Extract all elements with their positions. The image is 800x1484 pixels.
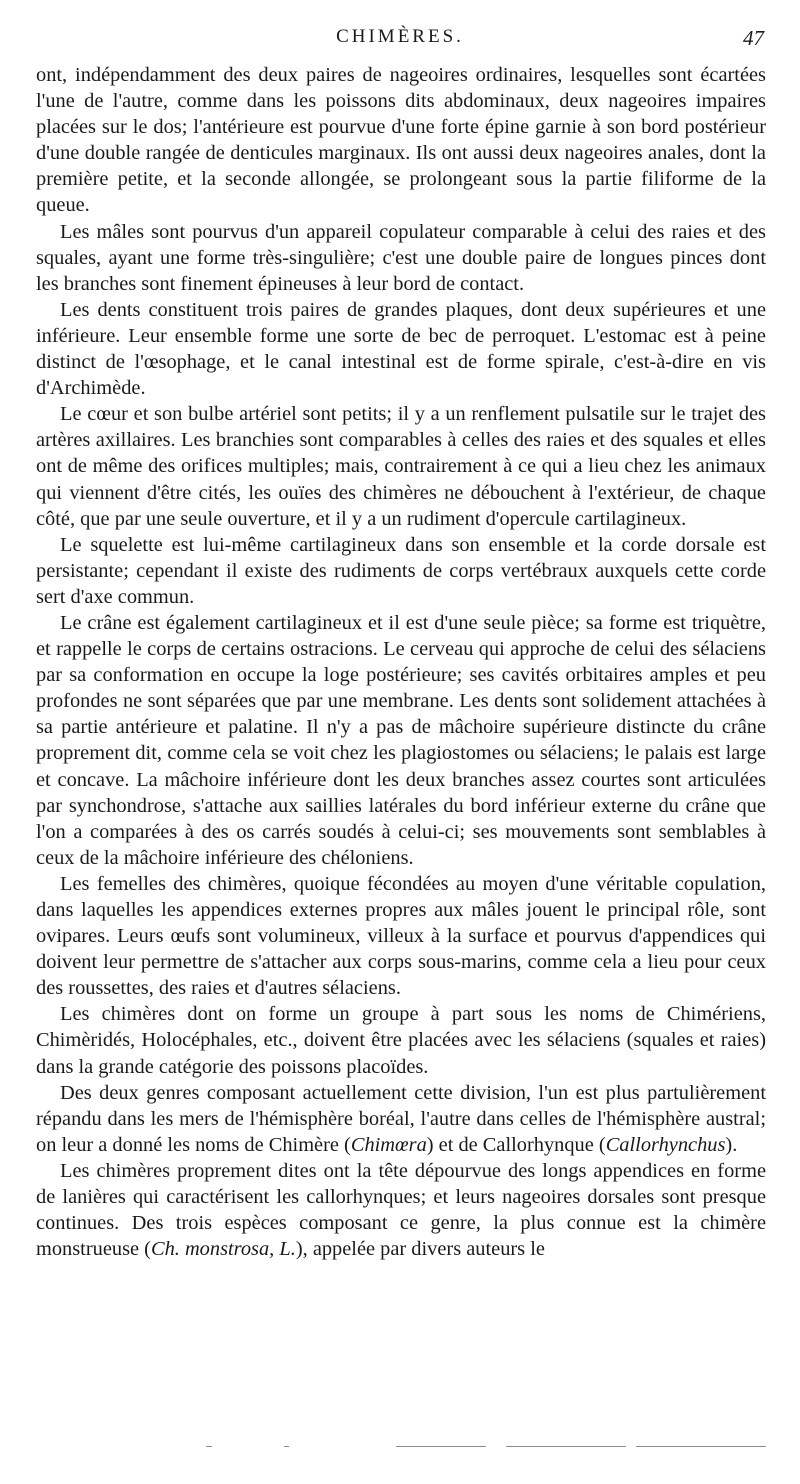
last-text-2: ), appelée par divers auteurs le [295, 1238, 545, 1261]
paragraph-9 [36, 1080, 766, 1158]
genres-text-2: ) et de Callorhynque ( [426, 1133, 606, 1156]
paragraph-1: ont, indépendamment des deux paires de nageoires ordinaires, lesquelles sont écartées l'une de l'autre, comme dans les poissons dits abdominaux, deux nageoires impaires placées sur le dos; l'antérieure est pourvue d'une forte épine garnie à son bord postérieur d'une double rangée de denticules marginaux. Ils ont aussi deux nageoires anales, dont la première petite, et la seconde allongée, se prolongeant sous la partie filiforme de la queue. [36, 64, 766, 217]
scan-mark [284, 1446, 289, 1447]
paragraph-3: Les dents constituent trois paires de grandes plaques, dont deux supérieures et une inférieure. Leur ensemble forme une sorte de bec de perroquet. L'estomac est à peine distinct de l'œsophage, et le canal intestinal est de forme spirale, c'est-à-dire en vis d'Archimède. [36, 298, 766, 400]
running-head [36, 26, 764, 54]
paragraph-5: Le squelette est lui-même cartilagineux dans son ensemble et la corde dorsale est persistante; cependant il existe des rudiments de corps vertébraux auxquels cette corde sert d'axe commun. [36, 533, 766, 608]
last-text-1: Les chimères proprement dites ont la tête dépourvue des longs appendices en forme de lanières qui caractérisent les callorhynques; et leurs nageoires dorsales sont presque continues. Des trois espèces composant ce genre, la plus connue est la chimère monstrueuse ( [36, 1159, 766, 1261]
species-name: Ch. monstrosa, L. [150, 1238, 296, 1261]
page-title: CHIMÈRES. [336, 26, 464, 47]
scan-mark [206, 1446, 212, 1447]
genres-text-3: ). [725, 1133, 738, 1156]
scan-mark [506, 1446, 626, 1447]
genus-callorhynchus: Callorhynchus [605, 1133, 726, 1156]
paragraph-10 [36, 1158, 766, 1262]
paragraph-6: Le crâne est également cartilagineux et il est d'une seule pièce; sa forme est triquètre, et rappelle le corps de certains ostracions. Le cerveau qui approche de celui des sélaciens par sa conformation en occupe la loge postérieure; ses cavités orbitaires amples et peu profondes ne sont séparées que par une membrane. Les dents sont solidement attachées à sa partie antérieure et palatine. Il n'y a pas de mâchoire supérieure distincte du crâne proprement dit, comme cela se voit chez les plagiostomes ou sélaciens; le palais est large et concave. La mâchoire inférieure dont les deux branches assez courtes sont articulées par synchondrose, s'attache aux saillies latérales du bord inférieur externe du crâne que l'on a comparées à des os carrés soudés à celui-ci; ses mouvements sont semblables à ceux de la mâchoire inférieure des chéloniens. [36, 611, 766, 869]
genus-chimaera: Chimœra [350, 1133, 427, 1156]
paragraph-2: Les mâles sont pourvus d'un appareil copulateur comparable à celui des raies et des squales, ayant une forme très-singulière; c'est une double paire de longues pinces dont les branches sont finement épineuses à leur bord de contact. [36, 220, 766, 295]
genres-text-1: Des deux genres composant actuellement cette division, l'un est plus partulièrement répandu dans les mers de l'hémisphère boréal, l'autre dans celles de l'hémisphère austral; on leur a donné les noms de Chimère ( [36, 1081, 766, 1156]
scan-mark [636, 1446, 766, 1447]
paragraph-8: Les chimères dont on forme un groupe à part sous les noms de Chimériens, Chimèridés, Holocéphales, etc., doivent être placées avec les sélaciens (squales et raies) dans la grande catégorie des poissons placoïdes. [36, 1003, 766, 1078]
paragraph-4: Le cœur et son bulbe artériel sont petits; il y a un renflement pulsatile sur le trajet des artères axillaires. Les branchies sont comparables à celles des raies et des squales et elles ont de même des orifices multiples; mais, contrairement à ce qui a lieu chez les animaux qui viennent d'être cités, les ouïes des chimères ne débouchent à l'extérieur, de chaque côté, que par une seule ouverture, et il y a un rudiment d'opercule cartilagineux. [36, 403, 766, 530]
scan-mark [396, 1446, 486, 1447]
page-number: 47 [743, 26, 764, 50]
body-text [36, 62, 766, 1262]
bleed-through-marks [36, 1442, 766, 1452]
paragraph-7: Les femelles des chimères, quoique fécondées au moyen d'une véritable copulation, dans laquelles les appendices externes propres aux mâles jouent le principal rôle, sont ovipares. Leurs œufs sont volumineux, villeux à la surface et pourvus d'appendices qui doivent leur permettre de s'attacher aux corps sous-marins, comme cela a lieu pour ceux des roussettes, des raies et d'autres sélaciens. [36, 872, 766, 1000]
